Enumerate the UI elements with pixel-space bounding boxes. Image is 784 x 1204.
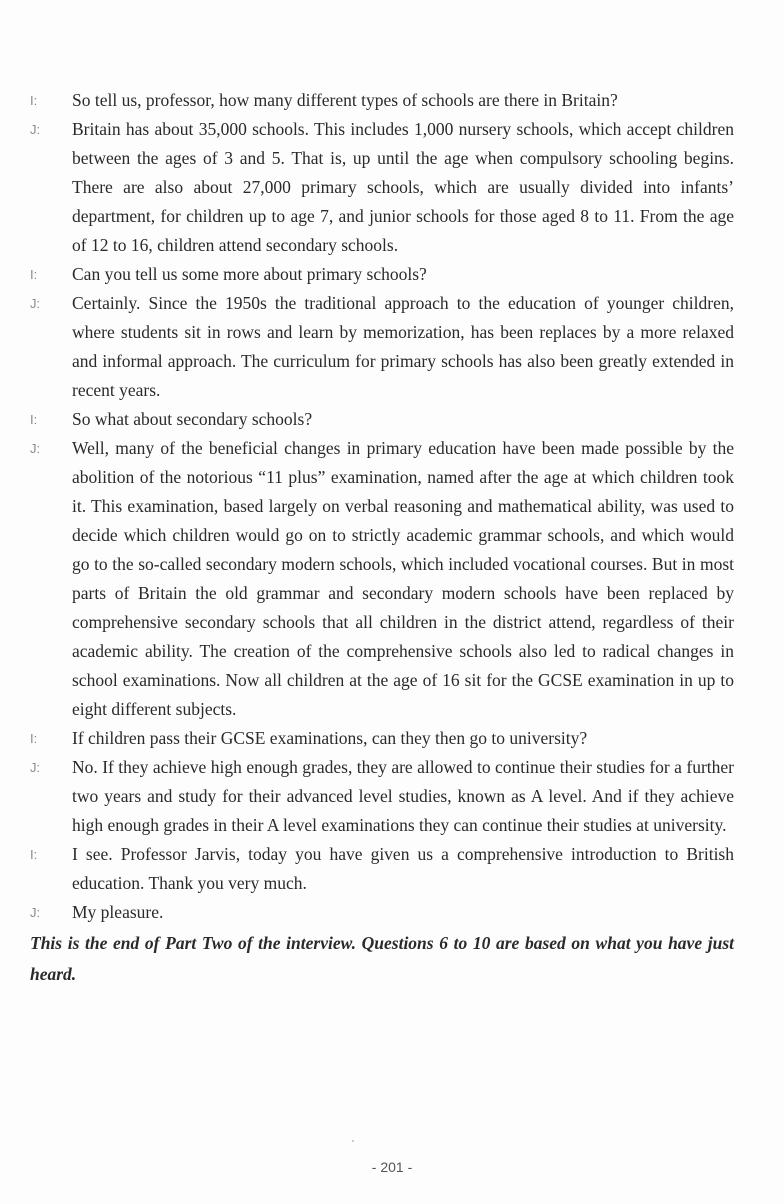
speaker-label: I:: [30, 412, 38, 427]
dialogue-turn: [30, 753, 734, 840]
dialogue-turn: [30, 724, 734, 753]
utterance-text: If children pass their GCSE examinations, can they then go to university?: [72, 728, 588, 748]
scan-speck: [352, 1140, 354, 1142]
speaker-label: J:: [30, 122, 41, 137]
dialogue-turn: [30, 898, 734, 927]
speaker-label: J:: [30, 760, 41, 775]
utterance-text: So tell us, professor, how many different types of schools are there in Britain?: [72, 90, 618, 110]
dialogue-turn: [30, 434, 734, 724]
speaker-label: J:: [30, 441, 41, 456]
utterance-text: My pleasure.: [72, 902, 164, 922]
utterance-text: Can you tell us some more about primary schools?: [72, 264, 427, 284]
utterance-text: Certainly. Since the 1950s the traditional approach to the education of younger children, where students sit in rows and learn by memorization, has been replaces by a more relaxed and informal approach. The curriculum for primary schools has also been greatly extended in recent years.: [72, 293, 734, 400]
speaker-label: I:: [30, 267, 38, 282]
dialogue-turn: [30, 405, 734, 434]
speaker-label: I:: [30, 731, 38, 746]
utterance-text: So what about secondary schools?: [72, 409, 313, 429]
utterance-text: No. If they achieve high enough grades, they are allowed to continue their studies for a further two years and study for their advanced level studies, known as A level. And if they achieve high enough grades in their A level examinations they can continue their studies at university.: [72, 757, 734, 835]
speaker-label: J:: [30, 296, 41, 311]
dialogue-turn: [30, 115, 734, 260]
interview-transcript: [30, 86, 734, 990]
utterance-text: I see. Professor Jarvis, today you have given us a comprehensive introduction to British education. Thank you very much.: [72, 844, 734, 893]
page-number: - 201 -: [371, 1159, 413, 1175]
dialogue-turn: [30, 260, 734, 289]
section-ending-note: This is the end of Part Two of the interview. Questions 6 to 10 are based on what you have just heard.: [30, 933, 734, 984]
utterance-text: Britain has about 35,000 schools. This includes 1,000 nursery schools, which accept children between the ages of 3 and 5. That is, up until the age when compulsory schooling begins. There are also about 27,000 primary schools, which are usually divided into infants’ department, for children up to age 7, and junior schools for those aged 8 to 11. From the age of 12 to 16, children attend secondary schools.: [72, 119, 734, 255]
speaker-label: I:: [30, 847, 38, 862]
dialogue-turn: [30, 289, 734, 405]
speaker-label: I:: [30, 93, 38, 108]
utterance-text: Well, many of the beneficial changes in primary education have been made possible by the abolition of the notorious “11 plus” examination, named after the age at which children took it. This examination, based largely on verbal reasoning and mathematical ability, was used to decide which children would go on to strictly academic grammar schools, and which would go to the so-called secondary modern schools, which included vocational courses. But in most parts of Britain the old grammar and secondary modern schools have been replaced by comprehensive secondary schools that all children in the district attend, regardless of their academic ability. The creation of the comprehensive schools also led to radical changes in school examinations. Now all children at the age of 16 sit for the GCSE examination in up to eight different subjects.: [72, 438, 734, 719]
dialogue-turn: [30, 86, 734, 115]
speaker-label: J:: [30, 905, 41, 920]
dialogue-turn: [30, 840, 734, 898]
